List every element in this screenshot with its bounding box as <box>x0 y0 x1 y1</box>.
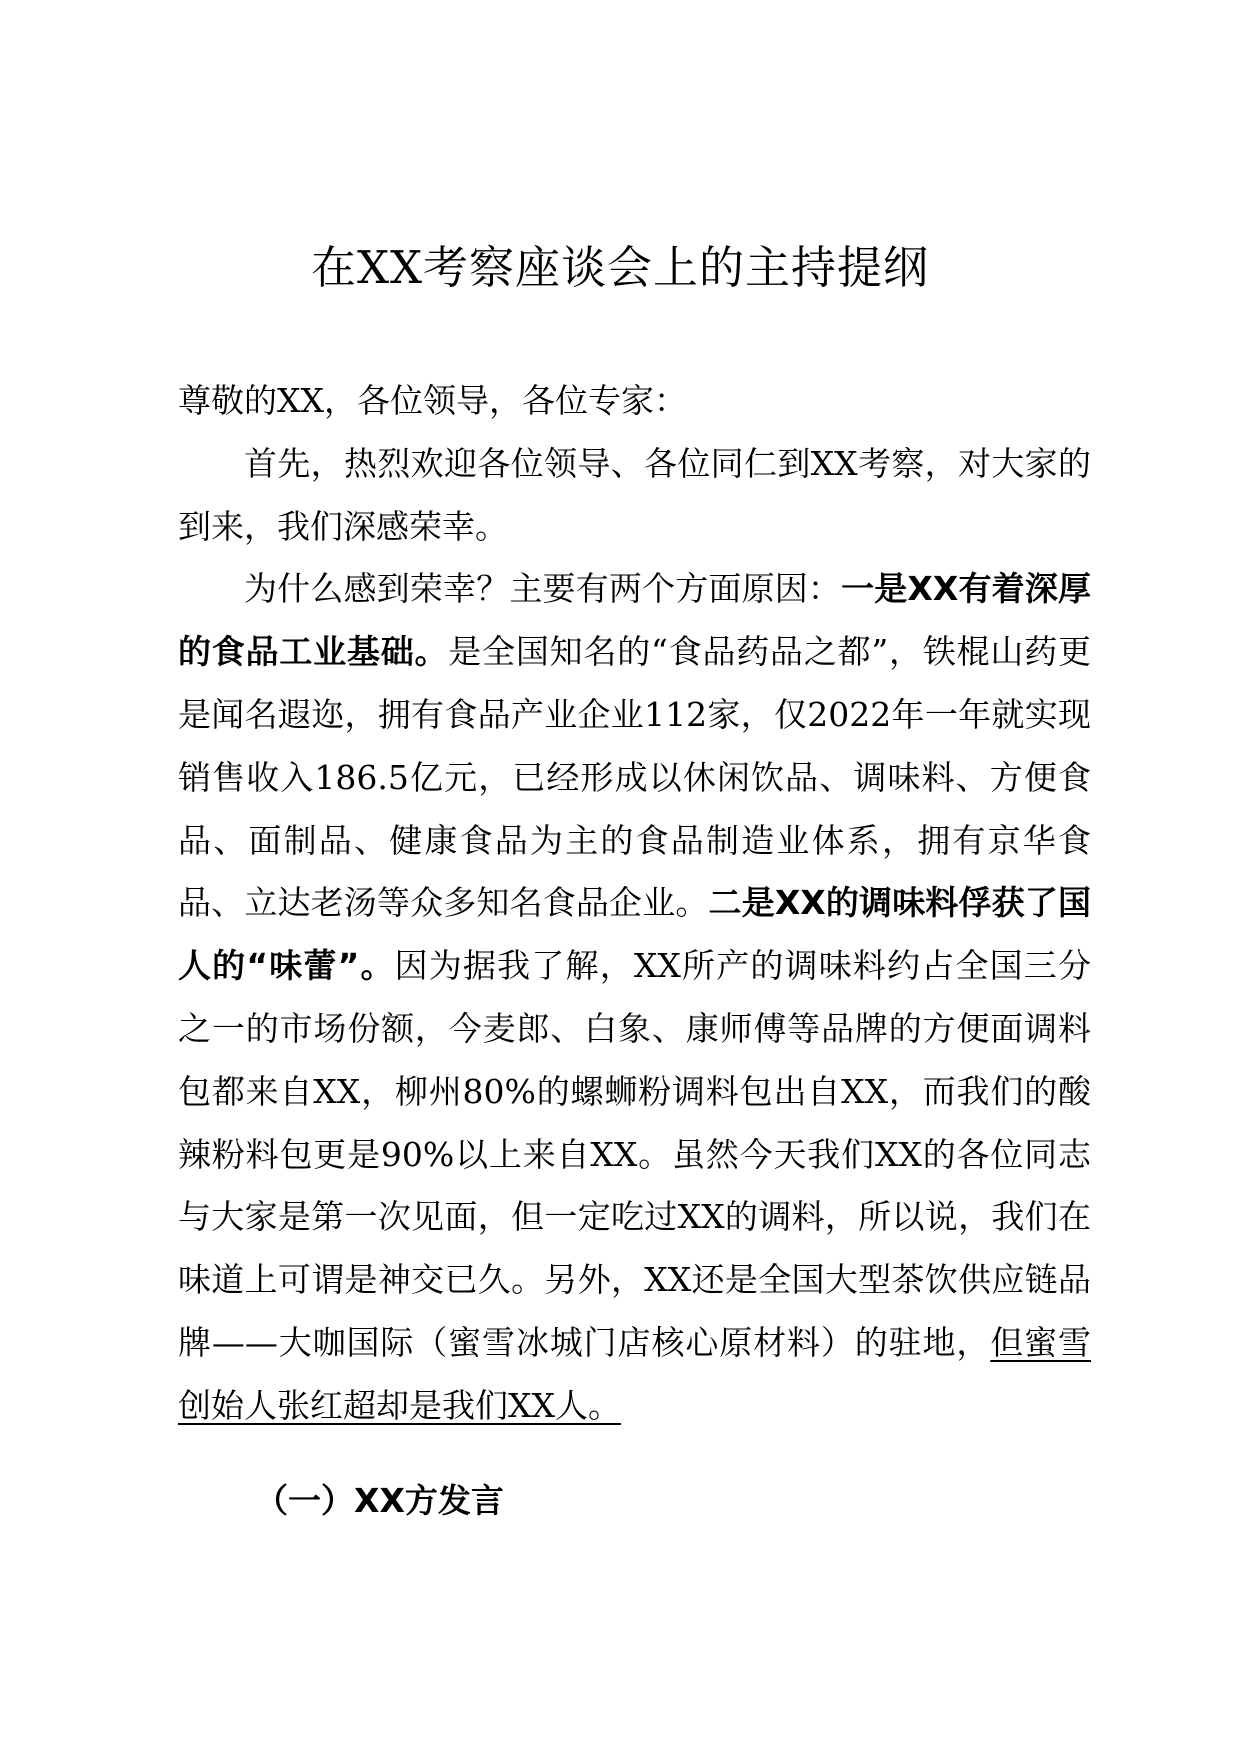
reason-two-text: 因为据我了解，XX所产的调味料约占全国三分之一的市场份额，今麦郎、白象、康师傅等品牌的方便面调料包都来自XX，柳州80%的螺蛳粉调料包出自XX，而我们的酸辣粉料包更是90%以上来自XX。虽然今天我们XX的各位同志与大家是第一次见面，但一定吃过XX的调料，所以说，我们在味道上可谓是神交已久。另外，XX还是全国大型茶饮供应链品牌——大咖国际（蜜雪冰城门店核心原材料）的驻地， <box>178 946 1091 1362</box>
section-heading: （一）XX方发言 <box>255 1481 504 1520</box>
document-body <box>178 370 1091 1438</box>
reason-two-heading: 二是XX的调味料俘获了国人的“味蕾”。 <box>178 883 1091 986</box>
paragraph-welcome: 首先，热烈欢迎各位领导、各位同仁到XX考察，对大家的到来，我们深感荣幸。 <box>178 443 1091 546</box>
paragraph-reasons <box>178 558 1091 1437</box>
reason-one-text: 是全国知名的“食品药品之都”，铁棍山药更是闻名遐迩，拥有食品产业企业112家，仅2022年一年就实现销售收入186.5亿元，已经形成以休闲饮品、调味料、方便食品、面制品、健康食品为主的食品制造业体系，拥有京华食品、立达老汤等众多知名食品企业。 <box>178 632 1091 923</box>
reason-one-heading: 一是XX有着深厚的食品工业基础。 <box>178 569 1092 672</box>
reasons-intro: 为什么感到荣幸？主要有两个方面原因： <box>244 569 842 609</box>
underlined-remark: 但蜜雪创始人张红超却是我们XX人。 <box>178 1322 1092 1425</box>
salutation: 尊敬的XX，各位领导，各位专家： <box>178 381 687 420</box>
document-title: 在XX考察座谈会上的主持提纲 <box>310 241 930 294</box>
